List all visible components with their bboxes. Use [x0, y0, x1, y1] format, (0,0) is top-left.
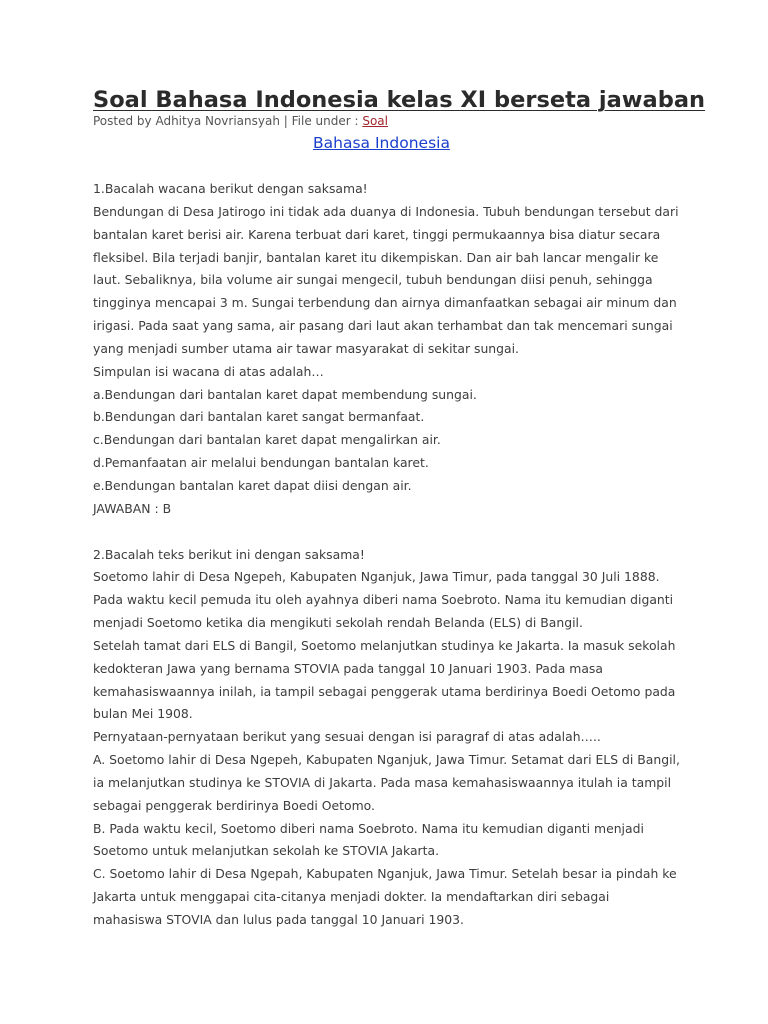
question-1-option: d.Pemanfaatan air melalui bendungan bantalan karet. — [93, 455, 429, 471]
question-2-option: Jakarta untuk menggapai cita-citanya menjadi dokter. Ia mendaftarkan diri sebagai — [93, 889, 610, 905]
question-1-option: e.Bendungan bantalan karet dapat diisi dengan air. — [93, 477, 412, 493]
passage-2-line: menjadi Soetomo ketika dia mengikuti sekolah rendah Belanda (ELS) di Bangil. — [93, 615, 583, 631]
passage-1-line: yang menjadi sumber utama air tawar masyarakat di sekitar sungai. — [93, 340, 520, 356]
category-heading-link[interactable]: Bahasa Indonesia — [313, 134, 450, 152]
question-1-option: b.Bendungan dari bantalan karet sangat bermanfaat. — [93, 409, 425, 425]
question-1-option: c.Bendungan dari bantalan karet dapat mengalirkan air. — [93, 432, 441, 448]
posted-by-text: Posted by Adhitya Novriansyah | File under : — [93, 114, 363, 128]
post-meta — [93, 114, 684, 129]
question-2-option: A. Soetomo lahir di Desa Ngepeh, Kabupaten Nganjuk, Jawa Timur. Setamat dari ELS di Bangil, — [93, 752, 680, 768]
passage-1-line: fleksibel. Bila terjadi banjir, bantalan karet itu dikempiskan. Dan air bah lancar mengalir ke — [93, 249, 659, 265]
question-1-prompt: 1.Bacalah wacana berikut dengan saksama! — [93, 181, 368, 196]
passage-1-line: irigasi. Pada saat yang sama, air pasang dari laut akan terhambat dan tak mencemari sungai — [93, 318, 673, 334]
passage-2-line: Soetomo lahir di Desa Ngepeh, Kabupaten Nganjuk, Jawa Timur, pada tanggal 30 Juli 1888. — [93, 569, 660, 585]
question-2-option: sebagai penggerak berdirinya Boedi Oetomo. — [93, 797, 375, 813]
passage-1-line: tingginya mencapai 3 m. Sungai terbendung dan airnya dimanfaatkan sebagai air minum dan — [93, 295, 677, 311]
question-1-option: a.Bendungan dari bantalan karet dapat membendung sungai. — [93, 386, 477, 402]
question-1-text: Simpulan isi wacana di atas adalah… — [93, 363, 324, 379]
question-1-answer: JAWABAN : B — [93, 500, 172, 516]
question-2-option: ia melanjutkan studinya ke STOVIA di Jakarta. Pada masa kemahasiswaannya itulah ia tampil — [93, 774, 672, 790]
passage-2-line: Setelah tamat dari ELS di Bangil, Soetomo melanjutkan studinya ke Jakarta. Ia masuk sekolah — [93, 637, 676, 653]
question-2-option: Soetomo untuk melanjutkan sekolah ke STOVIA Jakarta. — [93, 843, 440, 859]
passage-1-line: Bendungan di Desa Jatirogo ini tidak ada duanya di Indonesia. Tubuh bendungan tersebut dari — [93, 203, 679, 219]
passage-2-line: kedokteran Jawa yang bernama STOVIA pada tanggal 10 Januari 1903. Pada masa — [93, 660, 603, 676]
passage-1-line: laut. Sebaliknya, bila volume air sungai mengecil, tubuh bendungan diisi penuh, sehingga — [93, 272, 653, 288]
passage-2-line: bulan Mei 1908. — [93, 706, 193, 722]
question-2-option: B. Pada waktu kecil, Soetomo diberi nama Soebroto. Nama itu kemudian diganti menjadi — [93, 820, 644, 836]
question-2-prompt: 2.Bacalah teks berikut ini dengan saksama! — [93, 546, 365, 562]
question-2-text: Pernyataan-pernyataan berikut yang sesuai dengan isi paragraf di atas adalah….. — [93, 729, 601, 745]
passage-2-line: kemahasiswaannya inilah, ia tampil sebagai penggerak utama berdirinya Boedi Oetomo pada — [93, 683, 676, 699]
category-heading — [93, 132, 684, 154]
article-body — [93, 178, 684, 932]
passage-2-line: Pada waktu kecil pemuda itu oleh ayahnya diberi nama Soebroto. Nama itu kemudian diganti — [93, 592, 674, 608]
category-link[interactable]: Soal — [362, 114, 388, 128]
paragraph-gap — [93, 521, 684, 544]
passage-1-line: bantalan karet berisi air. Karena terbuat dari karet, tinggi permukaannya bisa diatur secara — [93, 226, 661, 242]
question-2-option: mahasiswa STOVIA dan lulus pada tanggal 10 Januari 1903. — [93, 912, 464, 927]
page-title: Soal Bahasa Indonesia kelas XI berseta jawaban — [93, 87, 706, 113]
question-2-option: C. Soetomo lahir di Desa Ngepah, Kabupaten Nganjuk, Jawa Timur. Setelah besar ia pindah ke — [93, 866, 677, 882]
